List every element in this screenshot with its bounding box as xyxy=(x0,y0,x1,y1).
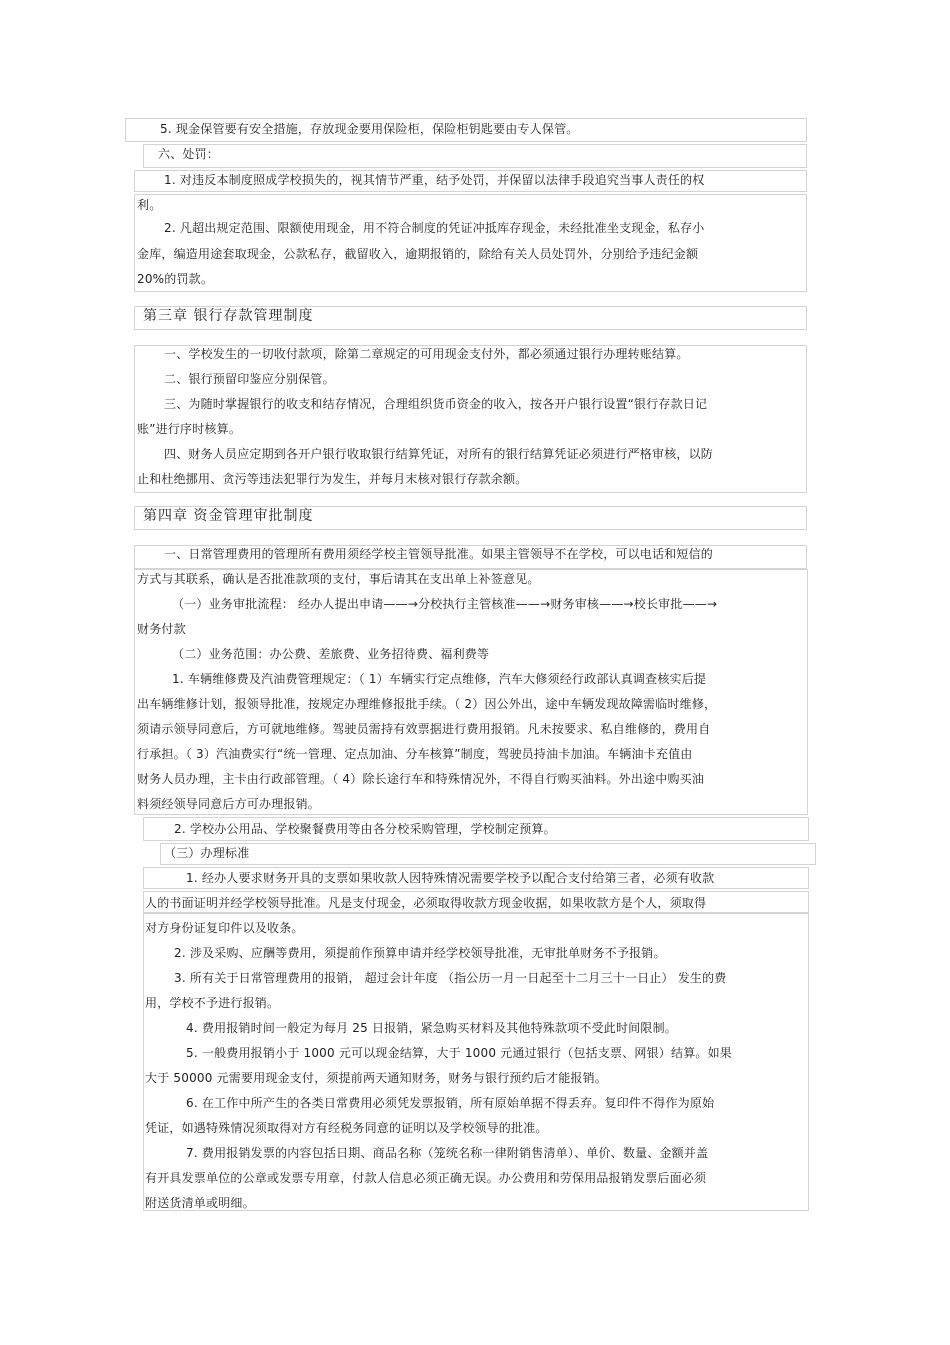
body-line: 3. 所有关于日常管理费用的报销， 超过会计年度 （指公历一月一日起至十二月三十一日止） 发生的费 xyxy=(174,971,727,985)
body-line: 出车辆维修计划，报领导批准，按规定办理维修报批手续。（ 2）因公外出，途中车辆发现故障需临时维修， xyxy=(137,697,717,711)
text-frame xyxy=(160,843,816,865)
body-line: 附送货清单或明细。 xyxy=(145,1196,255,1210)
body-line: 5. 现金保管要有安全措施，存放现金要用保险柜，保险柜钥匙要由专人保管。 xyxy=(160,122,579,136)
body-line: 三、为随时掌握银行的收支和结存情况，合理组织货币资金的收入，按各开户银行设置“银行存款日记 xyxy=(164,397,708,411)
body-line: 4. 费用报销时间一般定为每月 25 日报销，紧急购买材料及其他特殊款项不受此时间限制。 xyxy=(186,1021,677,1035)
body-line: 行承担。（ 3）汽油费实行“统一管理、定点加油、分车核算”制度，驾驶员持油卡加油。车辆油卡充值由 xyxy=(137,747,693,761)
body-line: 用，学校不予进行报销。 xyxy=(145,996,280,1010)
body-line: 2. 学校办公用品、学校聚餐费用等由各分校采购管理，学校制定预算。 xyxy=(174,822,556,836)
body-line: 须请示领导同意后，方可就地维修。驾驶员需持有效票据进行费用报销。凡未按要求、私自维修的，费用自 xyxy=(137,722,711,736)
body-line: 大于 50000 元需要用现金支付，须提前两天通知财务，财务与银行预约后才能报销。 xyxy=(145,1071,608,1085)
body-line: 有开具发票单位的公章或发票专用章，付款人信息必须正确无误。办公费用和劳保用品报销发票后面必须 xyxy=(145,1171,707,1185)
body-line: 2. 涉及采购、应酬等费用，须提前作预算申请并经学校领导批准，无审批单财务不予报销。 xyxy=(174,946,666,960)
body-line: 财务付款 xyxy=(137,622,186,636)
body-line: 20%的罚款。 xyxy=(137,272,214,286)
body-line: 金库，编造用途套取现金，公款私存，截留收入，逾期报销的，除给有关人员处罚外，分别给予违纪金额 xyxy=(137,247,699,261)
body-line: 6. 在工作中所产生的各类日常费用必须凭发票报销，所有原始单据不得丢弃。复印件不得作为原始 xyxy=(186,1096,715,1110)
chapter-heading: 第四章 资金管理审批制度 xyxy=(143,508,314,524)
body-line: 账”进行序时核算。 xyxy=(137,422,242,436)
section-heading: （三）办理标准 xyxy=(164,846,250,860)
body-line: 人的书面证明并经学校领导批准。凡是支付现金，必须取得收款方现金收据，如果收款方是个人，须取得 xyxy=(145,896,707,910)
body-line: 1. 经办人要求财务开具的支票如果收款人因特殊情况需要学校予以配合支付给第三者，必须有收款 xyxy=(186,871,715,885)
section-heading: 六、处罚： xyxy=(158,147,220,161)
body-line: 凭证，如遇特殊情况须取得对方有经税务同意的证明以及学校领导的批准。 xyxy=(145,1121,548,1135)
body-line: 一、日常管理费用的管理所有费用须经学校主管领导批准。如果主管领导不在学校，可以电话和短信的 xyxy=(164,547,714,561)
body-line: 1. 对违反本制度照成学校损失的，视其情节严重，结予处罚，并保留以法律手段追究当事人责任的权 xyxy=(164,173,705,187)
body-line: 二、银行预留印鉴应分别保管。 xyxy=(164,372,335,386)
text-frame xyxy=(134,194,807,292)
body-line: （二）业务范围：办公费、差旅费、业务招待费、福利费等 xyxy=(172,647,490,661)
body-line: 5. 一般费用报销小于 1000 元可以现金结算，大于 1000 元通过银行（包括支票、网银）结算。如果 xyxy=(186,1046,733,1060)
body-line: 1. 车辆维修费及汽油费管理规定：（ 1）车辆实行定点维修，汽车大修须经行政部认真调查核实后提 xyxy=(172,672,707,686)
text-frame xyxy=(143,144,807,168)
body-line: 止和杜绝挪用、贪污等违法犯罪行为发生，并每月末核对银行存款余额。 xyxy=(137,472,528,486)
body-line: 料须经领导同意后方可办理报销。 xyxy=(137,797,321,811)
body-line: 方式与其联系，确认是否批准款项的支付，事后请其在支出单上补签意见。 xyxy=(137,572,540,586)
body-line: 一、学校发生的一切收付款项，除第二章规定的可用现金支付外，都必须通过银行办理转账结算。 xyxy=(164,347,689,361)
body-line: 7. 费用报销发票的内容包括日期、商品名称（笼统名称一律附销售清单）、单价、数量、金额并盖 xyxy=(186,1146,709,1160)
body-line: （一）业务审批流程： 经办人提出申请——→分校执行主管核准——→财务审核——→校长审批——→ xyxy=(172,597,718,611)
body-line: 财务人员办理，主卡由行政部管理。（ 4）除长途行车和特殊情况外，不得自行购买油料。外出途中购买油 xyxy=(137,772,705,786)
body-line: 利。 xyxy=(137,198,162,212)
body-line: 对方身份证复印件以及收条。 xyxy=(145,921,304,935)
body-line: 四、财务人员应定期到各开户银行收取银行结算凭证，对所有的银行结算凭证必须进行严格审核，以防 xyxy=(164,447,714,461)
chapter-heading: 第三章 银行存款管理制度 xyxy=(143,308,314,324)
body-line: 2. 凡超出规定范围、限额使用现金，用不符合制度的凭证冲抵库存现金，未经批准坐支现金，私存小 xyxy=(164,221,705,235)
